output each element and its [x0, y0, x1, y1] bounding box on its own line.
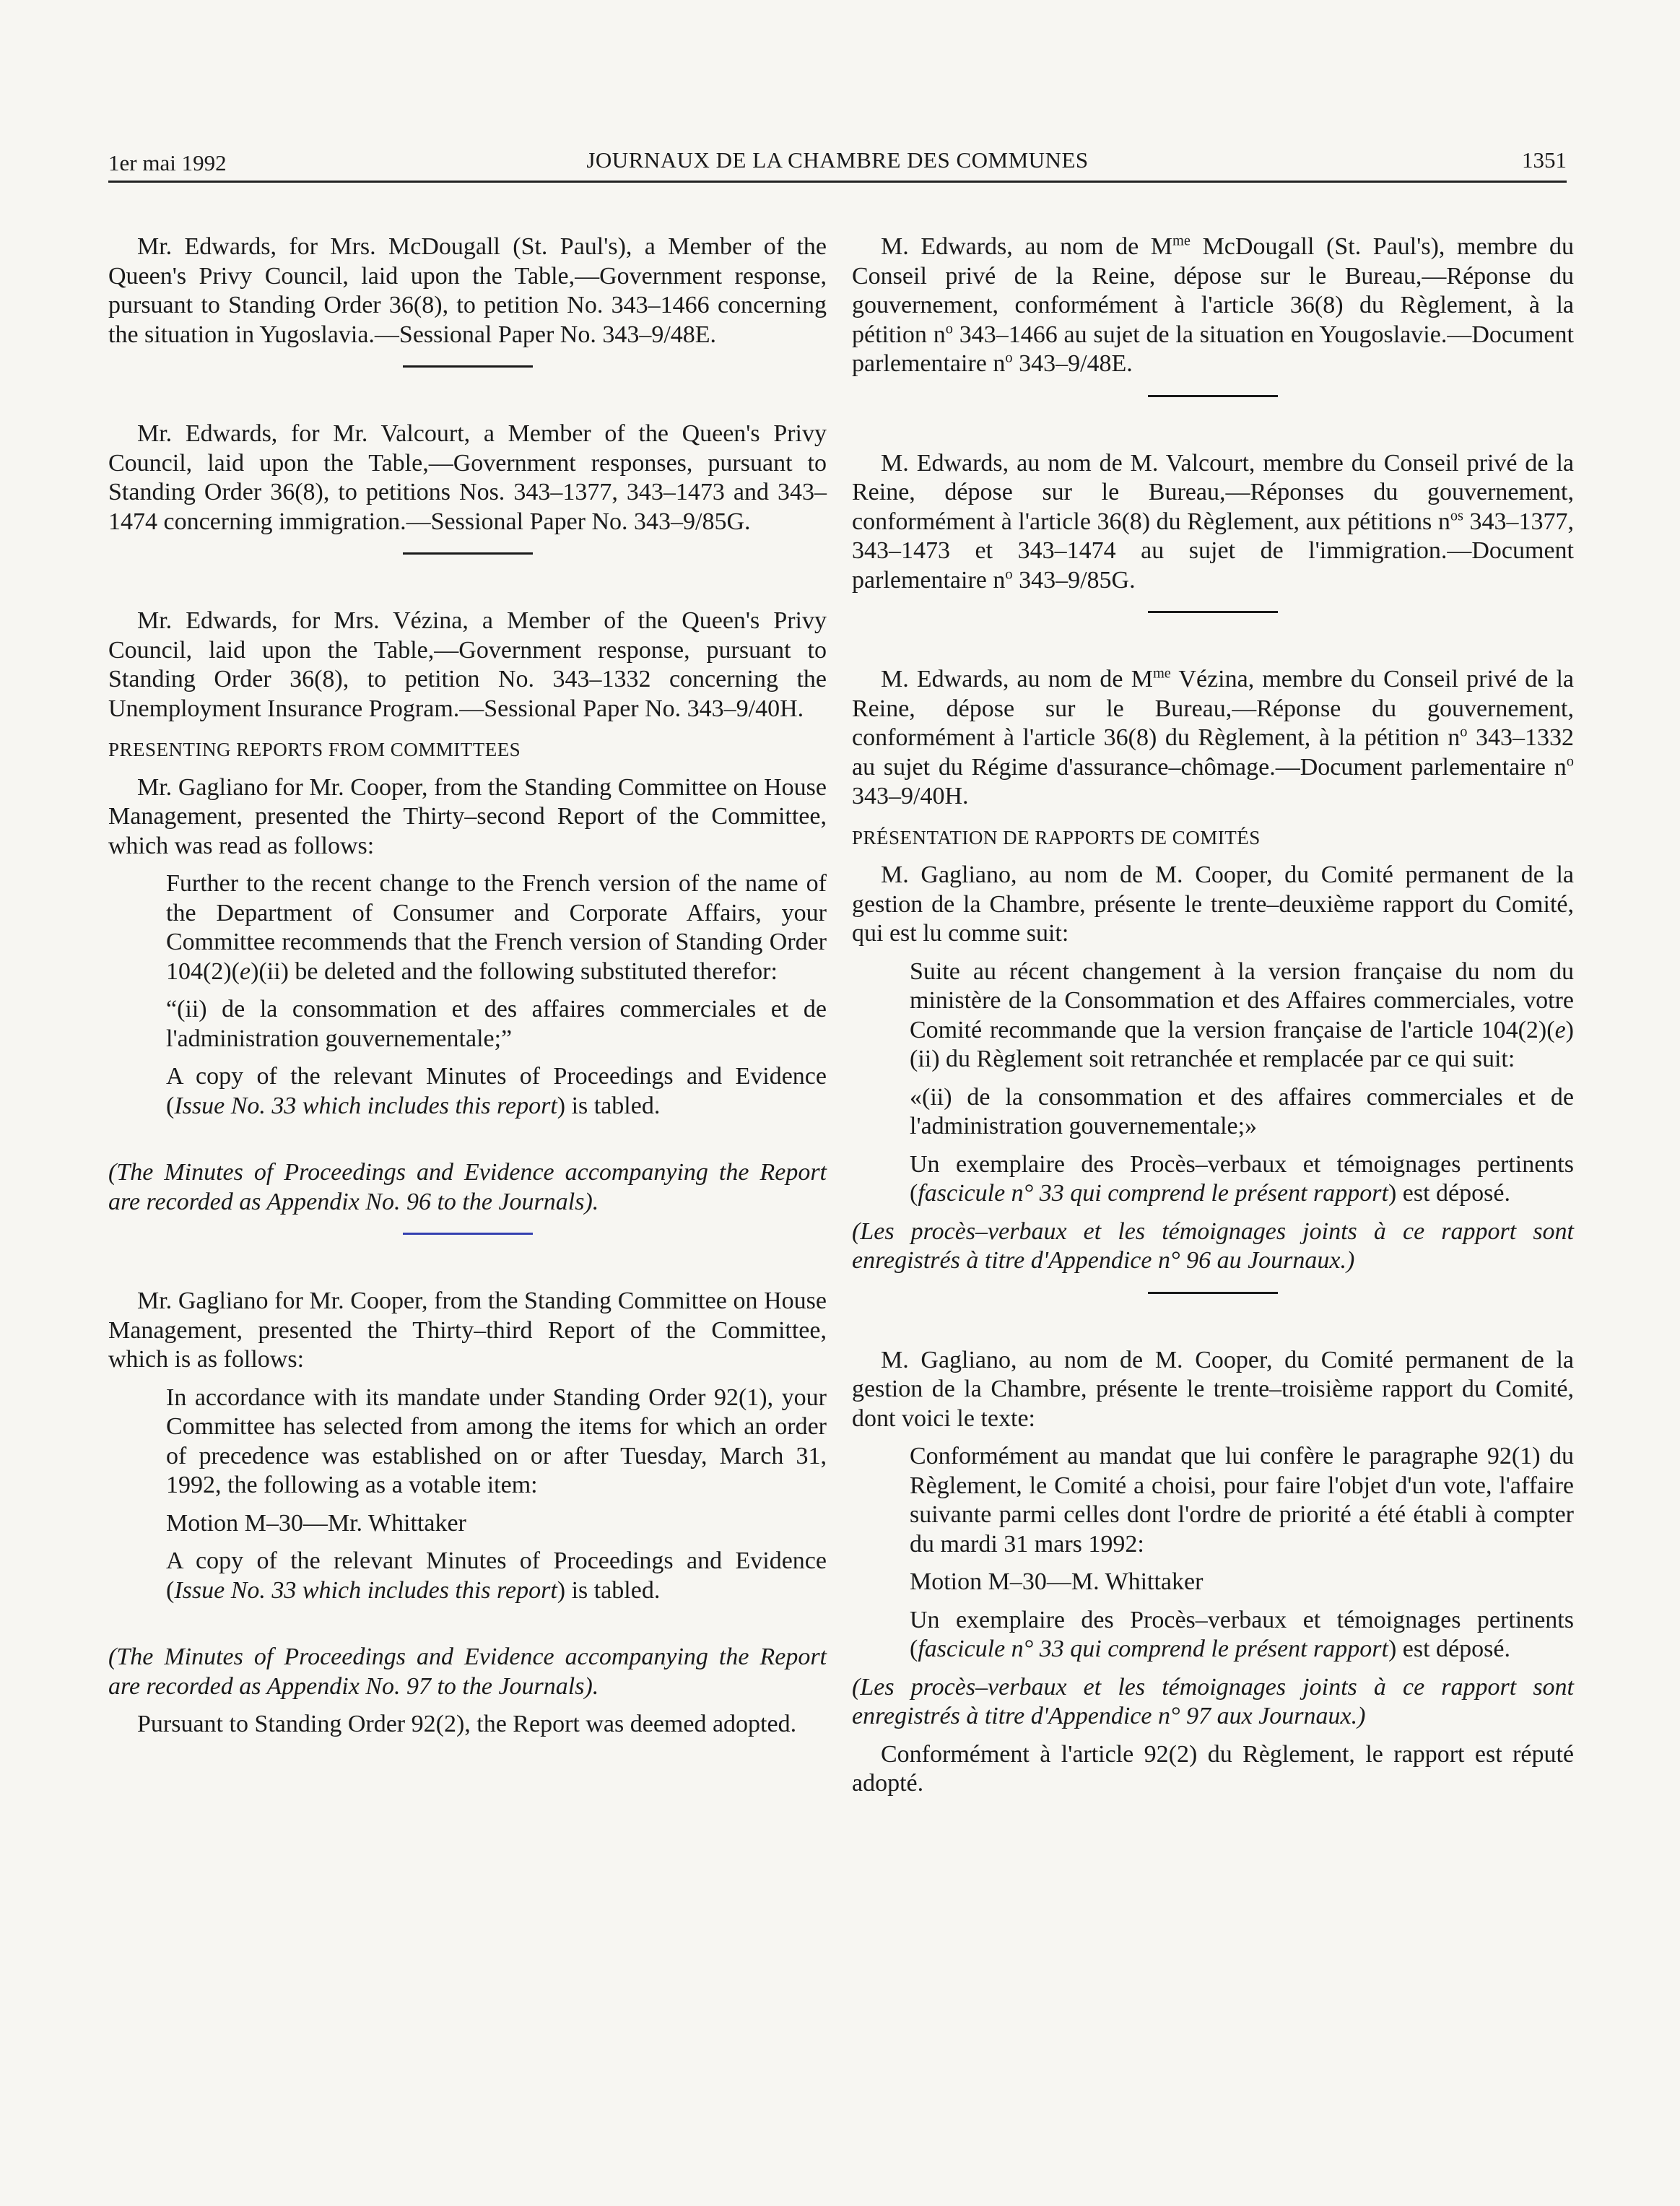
quoted-standing-order: “(ii) de la consommation et des affaires commerciales et de l'administration gouvernementale;” — [166, 996, 827, 1052]
paragraph-32nd-report-intro: M. Gagliano, au nom de M. Cooper, du Comité permanent de la gestion de la Chambre, présente le trente–deuxième rapport du Comité, qui est lu comme suit: — [852, 861, 1574, 947]
paragraph-33rd-report-intro: M. Gagliano, au nom de M. Cooper, du Comité permanent de la gestion de la Chambre, présente le trente–troisième rapport du Comité, dont voici le texte: — [852, 1346, 1574, 1432]
paragraph-minutes-tabled: A copy of the relevant Minutes of Proceedings and Evidence (Issue No. 33 which includes this report) is tabled. — [166, 1547, 827, 1604]
english-column — [108, 217, 827, 1740]
paragraph-32nd-report-intro: Mr. Gagliano for Mr. Cooper, from the Standing Committee on House Management, presented the Thirty–second Report of the Committee, which was read as follows: — [108, 773, 827, 859]
paragraph-response-mcdougall: M. Edwards, au nom de $M^{me}$ McDougall (St. Paul's), membre du Conseil privé de la Reine, dépose sur le Bureau,—Réponse du gouvernement, conformément à l'article 36(8) du Règlement, à la pétition $n^o$ 343–1466 au sujet de la situation en Yougoslavie.—Document parlementaire $n^o$ 343–9/48E. — [852, 233, 1575, 377]
paragraph-response-valcourt: Mr. Edwards, for Mr. Valcourt, a Member of the Queen's Privy Council, laid upon the Table,—Government responses, pursuant to Standing Order 36(8), to petitions Nos. 343–1377, 343–1473 and 343–1474 concerning immigration.—Sessional Paper No. 343–9/85G. — [108, 420, 827, 535]
quoted-standing-order: «(ii) de la consommation et des affaires commerciales et de l'administration gouvernementale;» — [910, 1083, 1574, 1139]
paragraph-minutes-tabled: Un exemplaire des Procès–verbaux et témoignages pertinents (fascicule n° 33 qui comprend le présent rapport) est déposé. — [910, 1606, 1574, 1662]
paragraph-33rd-report-text: Conformément au mandat que lui confère le paragraphe 92(1) du Règlement, le Comité a choisi, pour faire l'objet d'un vote, l'affaire suivante parmi celles dont l'ordre de priorité a été établi à compter du mardi 31 mars 1992: — [910, 1443, 1574, 1558]
page-header — [108, 144, 1567, 183]
paragraph-report-adopted: Conformément à l'article 92(2) du Règlement, le rapport est réputé adopté. — [852, 1740, 1574, 1797]
french-column — [852, 217, 1574, 1799]
page-number: 1351 — [1522, 147, 1567, 173]
paragraph-32nd-report-text: Suite au récent changement à la version française du nom du ministère de la Consommation et des Affaires commerciales, votre Comité recommande que la version française de l'article 104(2)(e)(ii) du Règlement soit retranchée et remplacée par ce qui suit: — [910, 957, 1574, 1072]
paragraph-33rd-report-intro: Mr. Gagliano for Mr. Cooper, from the Standing Committee on House Management, presented the Thirty–third Report of the Committee, which is as follows: — [108, 1287, 827, 1373]
appendix-note-96: (The Minutes of Proceedings and Evidence accompanying the Report are recorded as Appendix No. 96 to the Journals). — [108, 1159, 827, 1215]
paragraph-response-vezina: M. Edwards, au nom de $M^{me}$ Vézina, membre du Conseil privé de la Reine, dépose sur le Bureau,—Réponse du gouvernement, conformément à l'article 36(8) du Règlement, à la pétition $n^o$ 343–1332 au sujet du Régime d'assurance–chômage.—Document parlementaire $n^o$ 343–9/40H. — [852, 665, 1575, 809]
paragraph-response-vezina: Mr. Edwards, for Mrs. Vézina, a Member of the Queen's Privy Council, laid upon the Table,—Government response, pursuant to Standing Order 36(8), to petition No. 343–1332 concerning the Unemployment Insurance Program.—Sessional Paper No. 343–9/40H. — [108, 607, 827, 722]
paragraph-minutes-tabled: Un exemplaire des Procès–verbaux et témoignages pertinents (fascicule n° 33 qui comprend le présent rapport) est déposé. — [910, 1150, 1574, 1207]
header-date: 1er mai 1992 — [108, 150, 227, 175]
section-heading: PRÉSENTATION DE RAPPORTS DE COMITÉS — [852, 826, 1261, 848]
section-heading: PRESENTING REPORTS FROM COMMITTEES — [108, 739, 521, 760]
appendix-note-97: (The Minutes of Proceedings and Evidence accompanying the Report are recorded as Appendix No. 97 to the Journals). — [108, 1643, 827, 1700]
paragraph-33rd-report-text: In accordance with its mandate under Standing Order 92(1), your Committee has selected from among the items for which an order of precedence was established on or after Tuesday, March 31, 1992, the following as a votable item: — [166, 1384, 827, 1498]
paragraph-response-mcdougall: Mr. Edwards, for Mrs. McDougall (St. Paul's), a Member of the Queen's Privy Council, laid upon the Table,—Government response, pursuant to Standing Order 36(8), to petition No. 343–1466 concerning the situation in Yugoslavia.—Sessional Paper No. 343–9/48E. — [108, 233, 827, 348]
paragraph-response-valcourt: M. Edwards, au nom de M. Valcourt, membre du Conseil privé de la Reine, dépose sur le Bureau,—Réponses du gouvernement, conformément à l'article 36(8) du Règlement, aux pétitions $n^{os}$ 343–1377, 343–1473 et 343–1474 au sujet de l'immigration.—Document parlementaire $n^o$ 343–9/85G. — [852, 449, 1575, 594]
paragraph-minutes-tabled: A copy of the relevant Minutes of Proceedings and Evidence (Issue No. 33 which includes this report) is tabled. — [166, 1063, 827, 1119]
appendix-note-97: (Les procès–verbaux et les témoignages joints à ce rapport sont enregistrés à titre d'Appendice n° 97 aux Journaux.) — [852, 1673, 1574, 1729]
motion-item: Motion M–30—Mr. Whittaker — [166, 1509, 466, 1537]
appendix-note-96: (Les procès–verbaux et les témoignages joints à ce rapport sont enregistrés à titre d'Appendice n° 96 au Journaux.) — [852, 1217, 1574, 1274]
journal-title: JOURNAUX DE LA CHAMBRE DES COMMUNES — [586, 147, 1089, 173]
motion-item: Motion M–30—M. Whittaker — [910, 1568, 1204, 1595]
paragraph-report-adopted: Pursuant to Standing Order 92(2), the Report was deemed adopted. — [137, 1711, 797, 1737]
paragraph-32nd-report-text: Further to the recent change to the French version of the name of the Department of Consumer and Corporate Affairs, your Committee recommends that the French version of Standing Order 104(2)(e)(ii) be deleted and the following substituted therefor: — [166, 870, 827, 985]
